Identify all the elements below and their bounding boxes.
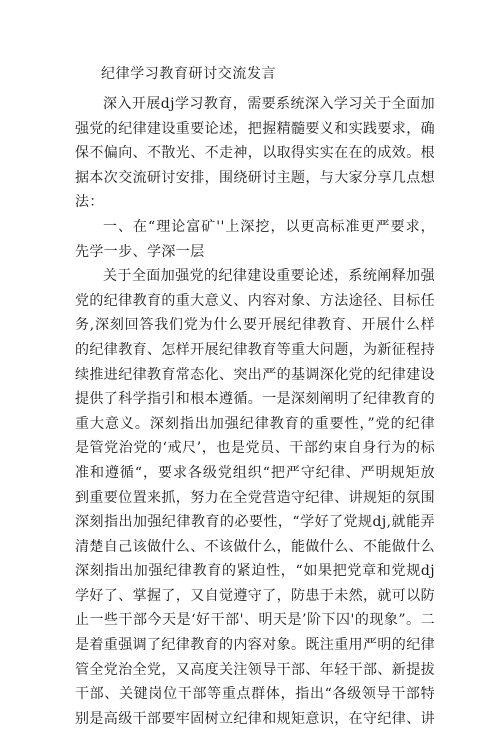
document-title: 纪律学习教育研讨交流发言 [101, 66, 277, 82]
document-body [75, 92, 435, 731]
section-heading-1: 一、在“理论富矿''上深挖，以更高标准更严要求，先学一步、学深一层 [75, 218, 435, 260]
paragraph-section-1: 关于全面加强党的纪律建设重要论述，系统阐释加强党的纪律教育的重大意义、内容对象、方法途径、目标任务,深刻回答我们党为什么要开展纪律教育、开展什么样的纪律教育、怎样开展纪律教育等重大问题，为新征程持续推进纪律教育常态化、突出严的基调深化党的纪律建设提供了科学指引和根本遵循。一是深刻阐明了纪律教育的重大意义。深刻指出加强纪律教育的重要性，”党的纪律是管党治党的‘戒尺’，也是党员、干部约束自身行为的标准和遵循“，要求各级党组织“把严守纪律、严明规矩放到重要位置来抓，努力在全党营造守纪律、讲规矩的氛围深刻指出加强纪律教育的必要性，“学好了党规dj,就能弄清楚自己该做什么、不该做什么，能做什么、不能做什么深刻指出加强纪律教育的紧迫性，“如果把党章和党规dj学好了、掌握了，又自觉遵守了，防患于未然，就可以防止一些干部今天是‘好干部'、明天是’阶下囚'的现象”。二是着重强调了纪律教育的内容对象。既注重用严明的纪律管全党治全党，又高度关注领导干部、年轻干部、新提拔干部、关键岗位干部等重点群体，指出“各级领导干部特别是高级干部要牢固树立纪律和规矩意识，在守纪律、讲 [75, 268, 435, 727]
paragraph-intro: 深入开展dj学习教育，需要系统深入学习关于全面加强党的纪律建设重要论述，把握精髓要义和实践要求，确保不偏向、不散光、不走神，以取得实实在在的成效。根据本次交流研讨安排，围绕研讨主题，与大家分享几点想法： [75, 96, 435, 211]
